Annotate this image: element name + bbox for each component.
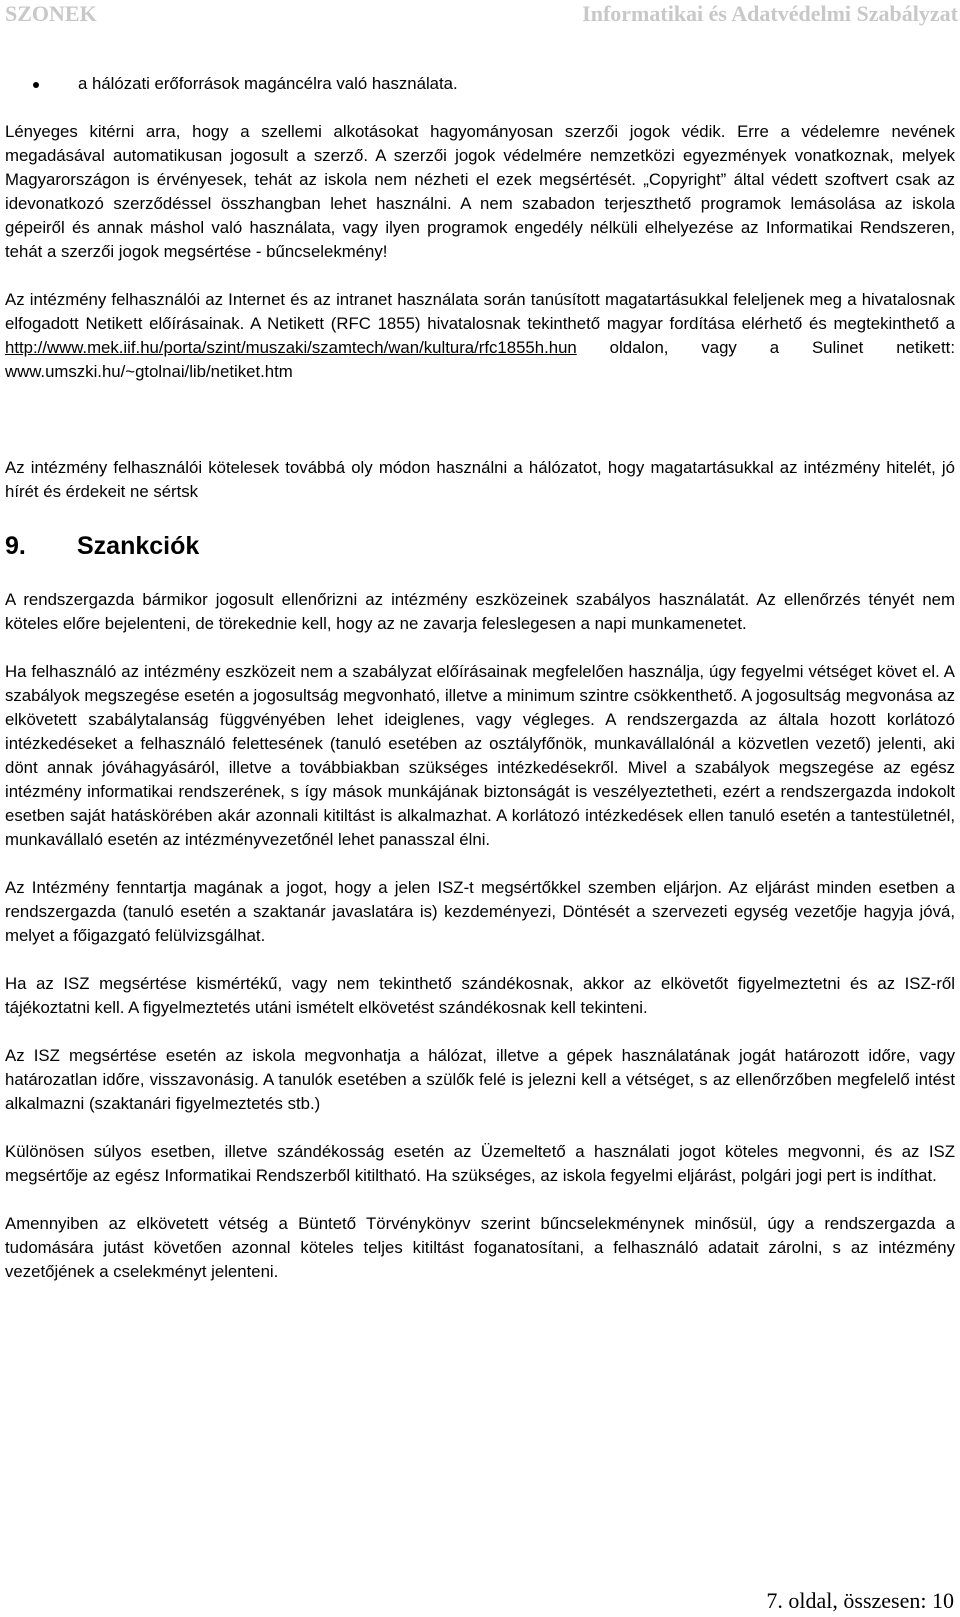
bullet-list-item bbox=[5, 72, 955, 96]
paragraph-minor-violation: Ha az ISZ megsértése kismértékű, vagy nem tekinthető szándékosnak, akkor az elkövetőt figyelmeztetni és az ISZ-ről tájékoztatni kell. A figyelmeztetés utáni ismételt elkövetést szándékosnak kell tekinteni. bbox=[5, 974, 955, 1017]
section-heading bbox=[5, 528, 955, 564]
netikett-text-after: oldalon, vagy a Sulinet netikett: www.umszki.hu/~gtolnai/lib/netiket.htm bbox=[5, 338, 955, 381]
paragraph-monitoring: A rendszergazda bármikor jogosult ellenőrizni az intézmény eszközeinek szabályos használatát. Az ellenőrzés tényét nem köteles előre bejelenteni, de törekednie kell, hogy az ne zavarja feleslegesen a napi munkamenetet. bbox=[5, 590, 955, 633]
header-org-name: SZONEK bbox=[5, 1, 97, 26]
spacer bbox=[5, 408, 955, 456]
paragraph-criminal-offense: Amennyiben az elkövetett vétség a Büntető Törvénykönyv szerint bűncselekménynek minősül, úgy a rendszergazda a tudomására jutást követően azonnal köteles teljes kitiltást foganatosítani, a felhasználó adatait zárolni, s az intézmény vezetőjének a cselekményt jelenteni. bbox=[5, 1214, 955, 1281]
paragraph-copyright: Lényeges kitérni arra, hogy a szellemi alkotásokat hagyományosan szerzői jogok védik. Erre a védelemre nevének megadásával automatikusan jogosult a szerző. A szerzői jogok védelmére nemzetközi egyezmények vonatkoznak, melyek Magyarországon is érvényesek, tehát az iskola nem nézheti el ezek megsértését. „Copyright” által védett szoftvert csak az idevonatkozó szerződéssel összhangban lehet használni. A nem szabadon terjeszthető programok lemásolása az iskola gépeiről és annak máshol való használata, vagy ilyen programok engedély nélküli elhelyezése az Informatikai Rendszeren, tehát a szerzői jogok megsértése - bűncselekmény! bbox=[5, 122, 955, 261]
header-document-title: Informatikai és Adatvédelmi Szabályzat bbox=[582, 1, 958, 26]
paragraph-procedure: Az Intézmény fenntartja magának a jogot, hogy a jelen ISZ-t megsértőkkel szemben eljárjon. Az eljárást minden esetben a rendszergazda (tanuló esetén a szaktanár javaslatára is) kezdeményezi, Döntését a szervezeti egység vezetője hagyja jóvá, melyet a főigazgató felülvizsgálhat. bbox=[5, 878, 955, 945]
paragraph-netikett bbox=[5, 288, 955, 384]
section-title: Szankciók bbox=[77, 532, 200, 560]
paragraph-severe-cases: Különösen súlyos esetben, illetve szándékosság esetén az Üzemeltető a használati jogot köteles megvonni, és az ISZ megsértője az egész Informatikai Rendszerből kitiltható. Ha szükséges, az iskola fegyelmi eljárást, polgári jogi pert is indíthat. bbox=[5, 1142, 955, 1185]
rfc1855-link[interactable]: http://www.mek.iif.hu/porta/szint/muszaki/szamtech/wan/kultura/rfc1855h.hun bbox=[5, 338, 577, 357]
page-header bbox=[0, 0, 960, 30]
paragraph-revocation: Az ISZ megsértése esetén az iskola megvonhatja a hálózat, illetve a gépek használatának jogát határozott időre, vagy határozatlan időre, visszavonásig. A tanulók esetében a szülők felé is jelezni kell a vétséget, s az ellenőrzőben megfelelő intést alkalmazni (szaktanári figyelmeztetés stb.) bbox=[5, 1046, 955, 1113]
paragraph-obligations: Az intézmény felhasználói kötelesek továbbá oly módon használni a hálózatot, hogy magatartásukkal az intézmény hitelét, jó hírét és érdekeit ne sértsk bbox=[5, 458, 955, 501]
document-body bbox=[5, 72, 955, 1308]
netikett-text-before: Az intézmény felhasználói az Internet és az intranet használata során tanúsított magatartásukkal feleljenek meg a hivatalosnak elfogadott Netikett előírásainak. A Netikett (RFC 1855) hivatalosnak tekinthető magyar fordítása elérhető és megtekinthető a bbox=[5, 290, 955, 333]
bullet-icon bbox=[5, 72, 78, 96]
section-number: 9. bbox=[5, 532, 26, 560]
paragraph-violation: Ha felhasználó az intézmény eszközeit nem a szabályzat előírásainak megfelelően használja, úgy fegyelmi vétséget követ el. A szabályok megszegése esetén a jogosultság megvonható, illetve a minimum szintre csökkenthető. A jogosultság megvonása az elkövetett szabálytalanság függvényében lehet ideiglenes, vagy végleges. A rendszergazda az általa hozott korlátozó intézkedéseket a felhasználó felettesének (tanuló esetében az osztályfőnök, munkavállalónál a közvetlen vezető) jelenti, aki dönt annak jóváhagyásáról, illetve a továbbiakban szükséges intézkedésekről. Mivel a szabályok megszegése az egész intézmény informatikai rendszerének, s így mások munkájának biztonságát is veszélyeztetheti, ezért a rendszergazda indokolt esetben saját hatáskörében akár azonnali kitiltást is alkalmazhat. A korlátozó intézkedések ellen tanuló esetén a tantestületnél, munkavállaló esetén az intézményvezetőnél lehet panasszal élni. bbox=[5, 662, 955, 849]
bullet-text: a hálózati erőforrások magáncélra való használata. bbox=[78, 74, 458, 93]
page-number: 7. oldal, összesen: 10 bbox=[766, 1588, 954, 1613]
